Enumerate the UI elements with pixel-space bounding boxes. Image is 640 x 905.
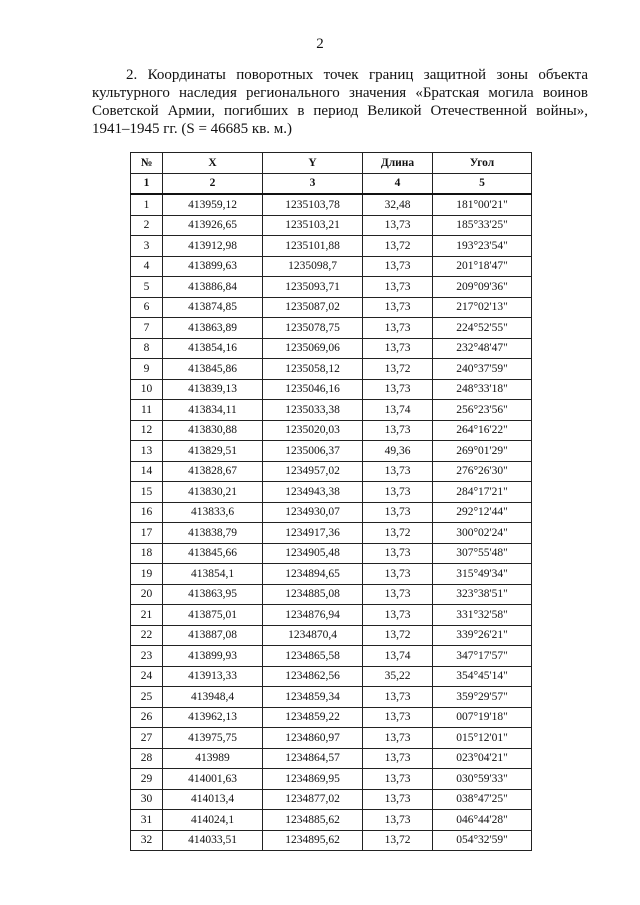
column-number: 2 [163, 173, 263, 194]
cell-length: 49,36 [363, 441, 433, 462]
cell-y: 1234895,62 [263, 830, 363, 851]
cell-y: 1235087,02 [263, 297, 363, 318]
cell-x: 413962,13 [163, 707, 263, 728]
cell-y: 1235069,06 [263, 338, 363, 359]
cell-y: 1235101,88 [263, 236, 363, 257]
cell-x: 413828,67 [163, 461, 263, 482]
cell-number: 9 [131, 359, 163, 380]
cell-x: 413899,63 [163, 256, 263, 277]
cell-angle: 354°45'14" [433, 666, 532, 687]
cell-angle: 300°02'24" [433, 523, 532, 544]
table-row [131, 584, 532, 605]
cell-y: 1234885,62 [263, 810, 363, 831]
cell-x: 413912,98 [163, 236, 263, 257]
table-row [131, 379, 532, 400]
table-row [131, 769, 532, 790]
cell-length: 13,73 [363, 769, 433, 790]
cell-x: 413926,65 [163, 215, 263, 236]
column-number: 5 [433, 173, 532, 194]
cell-length: 13,73 [363, 502, 433, 523]
cell-x: 413854,1 [163, 564, 263, 585]
cell-length: 13,73 [363, 728, 433, 749]
cell-y: 1235103,78 [263, 194, 363, 215]
cell-number: 15 [131, 482, 163, 503]
cell-y: 1235033,38 [263, 400, 363, 421]
table-row [131, 543, 532, 564]
cell-length: 13,72 [363, 359, 433, 380]
cell-length: 13,73 [363, 318, 433, 339]
cell-length: 13,73 [363, 564, 433, 585]
cell-number: 7 [131, 318, 163, 339]
cell-y: 1234870,4 [263, 625, 363, 646]
cell-x: 413854,16 [163, 338, 263, 359]
cell-x: 413863,95 [163, 584, 263, 605]
table-row [131, 666, 532, 687]
cell-y: 1234864,57 [263, 748, 363, 769]
table-row [131, 461, 532, 482]
table-row [131, 236, 532, 257]
cell-y: 1234917,36 [263, 523, 363, 544]
cell-number: 4 [131, 256, 163, 277]
page-number: 2 [316, 36, 324, 52]
cell-number: 32 [131, 830, 163, 851]
cell-angle: 038°47'25" [433, 789, 532, 810]
cell-number: 24 [131, 666, 163, 687]
cell-x: 413948,4 [163, 687, 263, 708]
table-row [131, 810, 532, 831]
coordinates-table [130, 152, 532, 851]
cell-number: 22 [131, 625, 163, 646]
cell-x: 413875,01 [163, 605, 263, 626]
cell-y: 1234877,02 [263, 789, 363, 810]
cell-number: 5 [131, 277, 163, 298]
cell-number: 2 [131, 215, 163, 236]
section-heading [92, 66, 588, 138]
cell-x: 413913,33 [163, 666, 263, 687]
cell-number: 25 [131, 687, 163, 708]
table-row [131, 605, 532, 626]
cell-length: 13,72 [363, 523, 433, 544]
cell-angle: 054°32'59" [433, 830, 532, 851]
column-number: 4 [363, 173, 433, 194]
cell-x: 413886,84 [163, 277, 263, 298]
table-row [131, 359, 532, 380]
cell-angle: 217°02'13" [433, 297, 532, 318]
cell-length: 13,73 [363, 810, 433, 831]
cell-number: 30 [131, 789, 163, 810]
cell-x: 414033,51 [163, 830, 263, 851]
cell-x: 413899,93 [163, 646, 263, 667]
cell-angle: 284°17'21" [433, 482, 532, 503]
table-row [131, 789, 532, 810]
cell-length: 35,22 [363, 666, 433, 687]
header-number: № [131, 153, 163, 174]
cell-x: 413845,66 [163, 543, 263, 564]
cell-angle: 256°23'56" [433, 400, 532, 421]
cell-y: 1235078,75 [263, 318, 363, 339]
cell-y: 1235058,12 [263, 359, 363, 380]
table-row [131, 523, 532, 544]
cell-y: 1235006,37 [263, 441, 363, 462]
cell-x: 413829,51 [163, 441, 263, 462]
cell-x: 413833,6 [163, 502, 263, 523]
cell-angle: 185°33'25" [433, 215, 532, 236]
table-row [131, 338, 532, 359]
cell-length: 13,73 [363, 707, 433, 728]
table-body [131, 194, 532, 851]
table-row [131, 728, 532, 749]
cell-y: 1234943,38 [263, 482, 363, 503]
cell-length: 13,72 [363, 830, 433, 851]
cell-angle: 201°18'47" [433, 256, 532, 277]
cell-x: 413834,11 [163, 400, 263, 421]
cell-length: 13,73 [363, 215, 433, 236]
cell-number: 21 [131, 605, 163, 626]
cell-x: 414001,63 [163, 769, 263, 790]
table-row [131, 564, 532, 585]
cell-x: 413959,12 [163, 194, 263, 215]
column-number: 3 [263, 173, 363, 194]
cell-number: 13 [131, 441, 163, 462]
cell-angle: 046°44'28" [433, 810, 532, 831]
table-row [131, 625, 532, 646]
cell-number: 10 [131, 379, 163, 400]
cell-angle: 015°12'01" [433, 728, 532, 749]
cell-y: 1234894,65 [263, 564, 363, 585]
cell-y: 1235020,03 [263, 420, 363, 441]
cell-number: 8 [131, 338, 163, 359]
header-length: Длина [363, 153, 433, 174]
cell-length: 13,73 [363, 420, 433, 441]
cell-angle: 007°19'18" [433, 707, 532, 728]
cell-length: 13,73 [363, 297, 433, 318]
cell-length: 13,73 [363, 461, 433, 482]
cell-y: 1235093,71 [263, 277, 363, 298]
cell-x: 413845,86 [163, 359, 263, 380]
cell-number: 16 [131, 502, 163, 523]
cell-angle: 232°48'47" [433, 338, 532, 359]
cell-length: 13,73 [363, 379, 433, 400]
cell-y: 1234862,56 [263, 666, 363, 687]
cell-angle: 347°17'57" [433, 646, 532, 667]
column-number-row [131, 173, 532, 194]
cell-y: 1234905,48 [263, 543, 363, 564]
cell-number: 31 [131, 810, 163, 831]
cell-angle: 181°00'21" [433, 194, 532, 215]
cell-length: 13,73 [363, 256, 433, 277]
cell-number: 20 [131, 584, 163, 605]
cell-x: 414024,1 [163, 810, 263, 831]
cell-number: 18 [131, 543, 163, 564]
cell-number: 14 [131, 461, 163, 482]
cell-number: 6 [131, 297, 163, 318]
header-x: X [163, 153, 263, 174]
cell-number: 17 [131, 523, 163, 544]
cell-length: 13,73 [363, 482, 433, 503]
cell-length: 13,73 [363, 338, 433, 359]
table-row [131, 830, 532, 851]
cell-y: 1235103,21 [263, 215, 363, 236]
cell-length: 13,73 [363, 605, 433, 626]
cell-angle: 209°09'36" [433, 277, 532, 298]
table-row [131, 687, 532, 708]
cell-length: 13,73 [363, 543, 433, 564]
cell-y: 1234930,07 [263, 502, 363, 523]
cell-angle: 023°04'21" [433, 748, 532, 769]
cell-x: 413838,79 [163, 523, 263, 544]
cell-y: 1234957,02 [263, 461, 363, 482]
cell-number: 1 [131, 194, 163, 215]
heading-text: 2. Координаты поворотных точек границ защитной зоны объекта культурного наследия регионального значения «Братская могила воинов Советской Армии, погибших в период Великой Отечественной войны», 1941–1945 гг. (S = 46685 кв. м.) [92, 67, 588, 137]
cell-angle: 264°16'22" [433, 420, 532, 441]
cell-number: 26 [131, 707, 163, 728]
cell-angle: 240°37'59" [433, 359, 532, 380]
cell-x: 414013,4 [163, 789, 263, 810]
cell-x: 413863,89 [163, 318, 263, 339]
cell-angle: 269°01'29" [433, 441, 532, 462]
cell-x: 413830,21 [163, 482, 263, 503]
cell-number: 12 [131, 420, 163, 441]
cell-angle: 339°26'21" [433, 625, 532, 646]
table-row [131, 400, 532, 421]
cell-number: 27 [131, 728, 163, 749]
table-row [131, 646, 532, 667]
cell-x: 413975,75 [163, 728, 263, 749]
cell-number: 19 [131, 564, 163, 585]
cell-angle: 248°33'18" [433, 379, 532, 400]
cell-y: 1235098,7 [263, 256, 363, 277]
cell-angle: 323°38'51" [433, 584, 532, 605]
cell-length: 13,72 [363, 625, 433, 646]
cell-angle: 307°55'48" [433, 543, 532, 564]
cell-number: 23 [131, 646, 163, 667]
table-row [131, 277, 532, 298]
cell-length: 13,73 [363, 748, 433, 769]
table-row [131, 502, 532, 523]
table-header-row [131, 153, 532, 174]
cell-x: 413989 [163, 748, 263, 769]
cell-angle: 030°59'33" [433, 769, 532, 790]
cell-y: 1235046,16 [263, 379, 363, 400]
cell-y: 1234865,58 [263, 646, 363, 667]
cell-y: 1234859,22 [263, 707, 363, 728]
cell-angle: 193°23'54" [433, 236, 532, 257]
cell-angle: 315°49'34" [433, 564, 532, 585]
cell-y: 1234859,34 [263, 687, 363, 708]
cell-x: 413839,13 [163, 379, 263, 400]
cell-angle: 224°52'55" [433, 318, 532, 339]
cell-length: 13,74 [363, 646, 433, 667]
cell-y: 1234885,08 [263, 584, 363, 605]
cell-length: 13,73 [363, 789, 433, 810]
table-row [131, 707, 532, 728]
cell-x: 413887,08 [163, 625, 263, 646]
table-row [131, 748, 532, 769]
cell-x: 413830,88 [163, 420, 263, 441]
table-row [131, 256, 532, 277]
table-row [131, 215, 532, 236]
header-y: Y [263, 153, 363, 174]
table-row [131, 194, 532, 215]
cell-y: 1234869,95 [263, 769, 363, 790]
cell-y: 1234876,94 [263, 605, 363, 626]
cell-x: 413874,85 [163, 297, 263, 318]
cell-angle: 276°26'30" [433, 461, 532, 482]
table-row [131, 482, 532, 503]
cell-angle: 292°12'44" [433, 502, 532, 523]
cell-number: 3 [131, 236, 163, 257]
cell-y: 1234860,97 [263, 728, 363, 749]
column-number: 1 [131, 173, 163, 194]
cell-length: 13,73 [363, 277, 433, 298]
cell-angle: 331°32'58" [433, 605, 532, 626]
cell-length: 32,48 [363, 194, 433, 215]
cell-length: 13,72 [363, 236, 433, 257]
cell-number: 28 [131, 748, 163, 769]
cell-length: 13,73 [363, 687, 433, 708]
cell-length: 13,74 [363, 400, 433, 421]
table-row [131, 297, 532, 318]
cell-number: 11 [131, 400, 163, 421]
table-row [131, 441, 532, 462]
cell-angle: 359°29'57" [433, 687, 532, 708]
cell-length: 13,73 [363, 584, 433, 605]
header-angle: Угол [433, 153, 532, 174]
table-row [131, 420, 532, 441]
cell-number: 29 [131, 769, 163, 790]
table-row [131, 318, 532, 339]
